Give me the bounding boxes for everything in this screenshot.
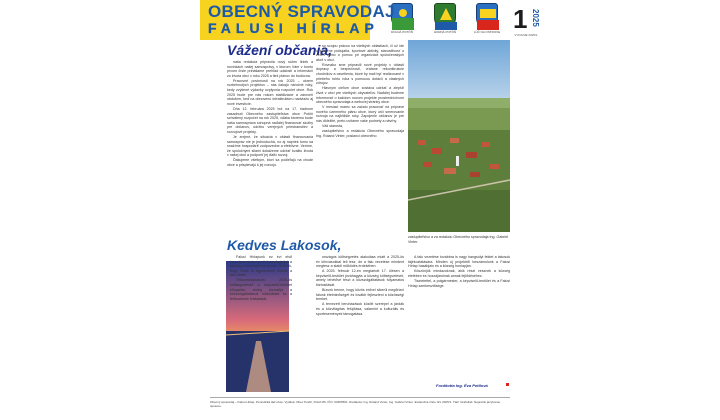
paragraph: Dňa 12. februára 2025 bol na 17. riadnom zasadnutí Obecného zastupiteľstva obce Potôň schválený rozpočet na rok 2025, vďaka ktorému bude naša samospráva schopná naďalej financovať služby pre občanov, údržbu verejných priestranstiev a rozvojové projekty.: [227, 106, 313, 134]
footer: [210, 397, 510, 415]
article-hu-column-1: [230, 255, 292, 300]
issue-number: 1: [513, 4, 528, 34]
article-hu-heading: Kedves Lakosok,: [227, 237, 342, 253]
paragraph: Bízunk benne, hogy közös erővel sikerül megőrizni falunk életminőségét és tovább fejleszteni a közösségi tereket.: [316, 288, 404, 302]
paragraph: Rovnako sme pripravili nové projekty v oblasti dopravy a bezpečnosti, vrátane rekonštrukcie chodníkov a osvetlenia, ktoré by mali byť realizované v priebehu tohto roka s pomocou dotácií a vlastných zdrojov.: [316, 62, 404, 86]
paragraph: Hlavným cieľom obce zostáva udržať a zlepšiť život v obci pre všetkých obyvateľov. Naďalej budeme informovať o každom novom projekte prostredníctvom obecného spravodaja a webovej stránky obce.: [316, 86, 404, 105]
paragraph: Tisztelettel, a polgármester, a képviselő-testület és a Falusi Hírlap szerkesztősége.: [408, 278, 510, 288]
paragraph: Váš starosta,: [322, 124, 343, 129]
paragraph: zastupiteľstvo a redakcia Obecného spravodaja Ing. Roland Vinter, poslanci obecného: [316, 129, 404, 138]
masthead-title: OBECNÝ SPRAVODAJ: [208, 2, 395, 21]
paragraph: Je zrejmé, že situácia v oblasti financovania samospráv nie je jednoduchá, no aj napriek tomu sa snažíme hospodáriť zodpovedne a efektívne. Veríme, že spoločnými silami dokážeme udržať kvalitu života v našej obci a podporiť jej ďalší rozvoj.: [227, 135, 313, 158]
paragraph: A falu vezetése továbbra is nagy hangsúlyt fektet a lakosok tájékoztatására. Minden új projektről beszámolunk a Falusi Hírlap hasábjain és a község honlapján.: [408, 255, 510, 269]
paragraph: so svojou prácou na všetkých oblastiach, či už ide o kultúrne podujatia, športové aktivity, starostlivosť o zeleň alebo o pomoc pri organizácii spoločenských akcií v obci.: [316, 44, 404, 62]
article-sk-heading: Vážení občania,: [227, 42, 333, 58]
paragraph: A tervezett beruházások között szerepel a járdák és a közvilágítás felújítása, valamint a kulturális és sportesemények támogatása.: [316, 302, 404, 316]
photo-caption: zastupiteľstvo a za redakciu Obecného spravodaja Ing. Gabriel Vinter.: [408, 235, 509, 244]
footer-text: Obecný spravodaj – Falusi Hírlap. Periodická tlač obce. Vydáva: Obec Potôň, Potôň 86, IČO: 00305561. Redakcia: Ing. Roland Vinter, Ing. Gabriel Vinter. Evidenčné číslo: EV 2025/1. Tlač: Grafotlač. Neprešlo jazykovou úpravou.: [210, 400, 501, 408]
crest-3-label: LÚČ NA OSTROVE: [473, 30, 501, 34]
paragraph: V mesiaci marec sa začalo pracovať na príprave nového územného plánu obce, ktorý určí smerovanie rozvoja na najbližšie roky. Zapojenie občanov je pre nás dôležité, preto uvítame vaše podnety a návrhy.: [316, 105, 404, 123]
article-sk-column-1: [227, 60, 313, 232]
issue-year: 2025: [531, 9, 540, 27]
paragraph: Köszönjük mindazoknak, akik részt vesznek a község életében és hozzájárulnak annak fejlődéséhez.: [408, 269, 510, 278]
paragraph: Falusi Hírlapunk ez évi első lapszáma révén ismét összefoglaljuk a község eseményeit és terveit. Örülünk, hogy Önök is figyelemmel kísérik a falu életét.: [230, 255, 292, 278]
translator-credit: Fordította Ing. Éva Petőová: [436, 383, 488, 388]
paragraph: Ďakujeme všetkým, ktorí sa podieľajú na chode obce a prispievajú k jej rozvoju.: [227, 158, 313, 168]
crest-3-icon: [476, 3, 498, 29]
crest-2-label: HORNÁ POTÔŇ: [433, 30, 457, 34]
masthead: [0, 0, 720, 40]
article-sk-column-2: [316, 44, 404, 234]
paragraph: Pracovné povinnosti na rok 2025 – okrem rozbehnutých projektov – nás čakajú náročné roky, kedy zvýšené výdavky ovplyvnia rozpočet obce. Rok 2025 bude pre nás rokom stabilizácie a zároveň obdobím, keď na obnovenú infraštruktúru nadviažu aj nové investície.: [227, 78, 313, 106]
aerial-village-photo: [408, 40, 510, 232]
paragraph: naša redakcia pripravila nový súhrn liniek a novinkách našej samosprávy, v ktorom Vám v tomto prvom čísle prinášame prehľad udalostí a informácií zo života obcí v roku 2025 a tiež plánov do budúcna.: [227, 60, 313, 78]
article-hu-column-2: [316, 255, 404, 395]
article-hu-column-3: [408, 255, 510, 381]
end-mark-icon: [506, 383, 509, 386]
issue-date: VYDANIE 2025/1: [514, 33, 538, 37]
crest-1-label: DOLNÁ POTÔŇ: [391, 30, 413, 34]
paragraph: Önkormányzatunk 2025-ös költségvetését a képviselő-testület elfogadta, amely biztosítja a közszolgáltatások működését és a fejlesztések folytatását.: [230, 278, 292, 300]
paragraph: országos költségvetés alakulása miatt a 2025-ös év kihívásokkal teli lesz, de a falu vezetése mindent megtesz a stabil működés érdekében.: [316, 255, 404, 269]
crest-2-icon: [434, 3, 456, 29]
paragraph: A 2025. február 12-én megtartott 17. ülésen a képviselő-testület jóváhagyta a község költségvetését, amely lehetővé teszi a közszolgáltatások folyamatos biztosítását.: [316, 269, 404, 288]
masthead-subtitle: FALUSI HÍRLAP: [208, 20, 379, 36]
